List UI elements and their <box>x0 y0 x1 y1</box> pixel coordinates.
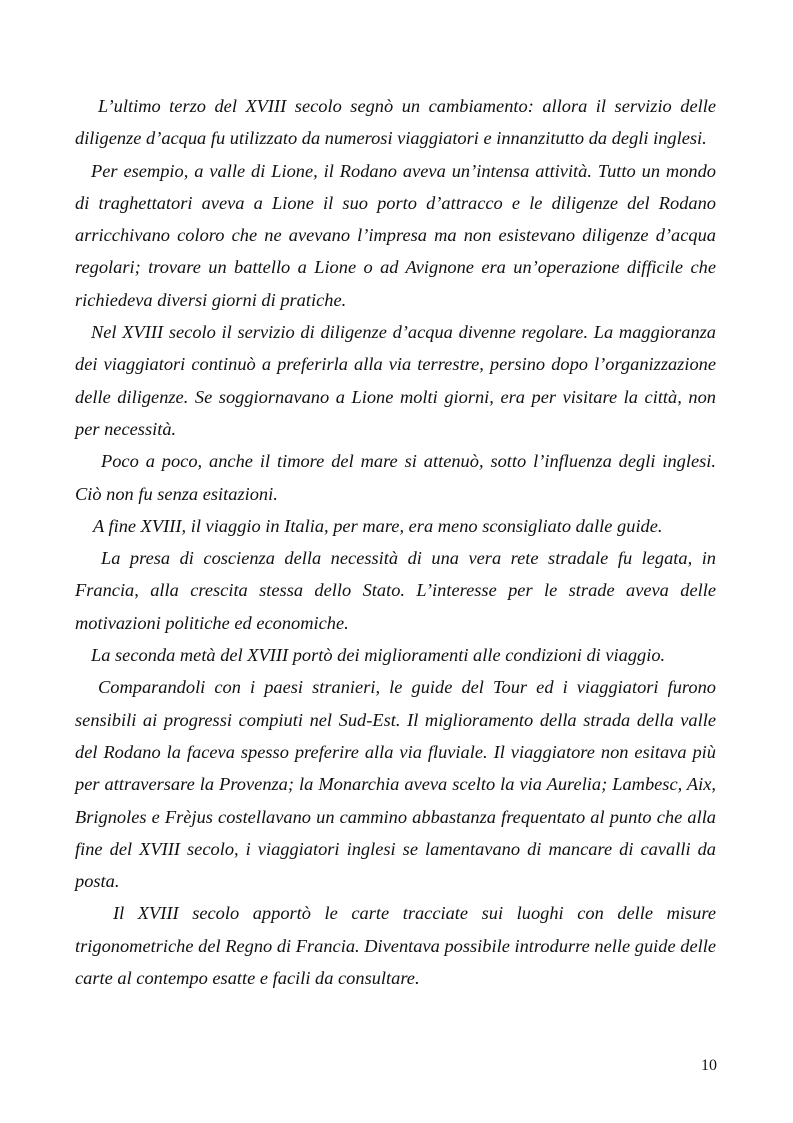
paragraph-2: Per esempio, a valle di Lione, il Rodano aveva un’intensa attività. Tutto un mondo di traghettatori aveva a Lione il suo porto d’attracco e le diligenze del Rodano arricchivano coloro che ne avevano l’impresa ma non esistevano diligenze d’acqua regolari; trovare un battello a Lione o ad Avignone era un’operazione difficile che richiedeva diversi giorni di pratiche. <box>75 160 716 310</box>
paragraph-1: L’ultimo terzo del XVIII secolo segnò un cambiamento: allora il servizio delle diligenze d’acqua fu utilizzato da numerosi viaggiatori e innanzitutto da degli inglesi. <box>75 96 716 149</box>
body-text <box>75 90 716 994</box>
paragraph-5: A fine XVIII, il viaggio in Italia, per mare, era meno sconsigliato dalle guide. <box>93 515 663 536</box>
page-number: 10 <box>701 1057 717 1074</box>
paragraph-9: Il XVIII secolo apportò le carte tracciate sui luoghi con delle misure trigonometriche del Regno di Francia. Diventava possibile introdurre nelle guide delle carte al contempo esatte e facili da consultare. <box>75 903 716 989</box>
paragraph-4: Poco a poco, anche il timore del mare si attenuò, sotto l’influenza degli inglesi. Ciò non fu senza esitazioni. <box>75 451 716 504</box>
paragraph-6: La presa di coscienza della necessità di una vera rete stradale fu legata, in Francia, alla crescita stessa dello Stato. L’interesse per le strade aveva delle motivazioni politiche ed economiche. <box>75 548 716 633</box>
paragraph-7: La seconda metà del XVIII portò dei miglioramenti alle condizioni di viaggio. <box>91 645 666 666</box>
paragraph-3: Nel XVIII secolo il servizio di diligenze d’acqua divenne regolare. La maggioranza dei viaggiatori continuò a preferirla alla via terrestre, persino dopo l’organizzazione delle diligenze. Se soggiornavano a Lione molti giorni, era per visitare la città, non per necessità. <box>75 322 716 439</box>
paragraph-8: Comparandoli con i paesi stranieri, le guide del Tour ed i viaggiatori furono sensibili ai progressi compiuti nel Sud-Est. Il miglioramento della strada della valle del Rodano la faceva spesso preferire alla via fluviale. Il viaggiatore non esitava più per attraversare la Provenza; la Monarchia aveva scelto la via Aurelia; Lambesc, Aix, Brignoles e Frèjus costellavano un cammino abbastanza frequentato al punto che alla fine del XVIII secolo, i viaggiatori inglesi se lamentavano di mancare di cavalli da posta. <box>75 677 716 892</box>
